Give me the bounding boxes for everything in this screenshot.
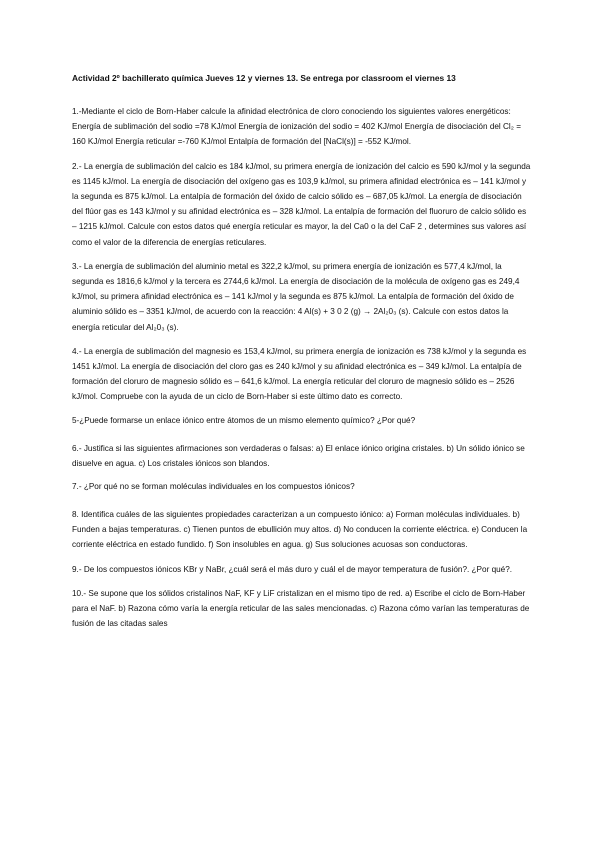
question-7: 7.- ¿Por qué no se forman moléculas individuales en los compuestos iónicos?	[72, 482, 355, 492]
question-2: 2.- La energía de sublimación del calcio es 184 kJ/mol, su primera energía de ionización del calcio es 590 kJ/mol y la segunda es 1145 kJ/mol. La energía de disociación del oxígeno gas es 103,9 kJ/mol, su primera afinidad electrónica es – 141 kJ/mol y la segunda es 875 kJ/mol. La entalpía de formación del óxido de calcio sólido es – 687,05 kJ/mol. La energía de disociación del flúor gas es 143 kJ/mol y su afinidad electrónica es – 328 kJ/mol. La entalpía de formación del fluoruro de calcio sólido es – 1215 kJ/mol. Calcule con estos datos qué energía reticular es mayor, la del Ca0 o la del CaF 2 , determines sus valores así como el valor de la diferencia de energías reticulares.	[72, 161, 531, 247]
question-8: 8. Identifica cuáles de las siguientes propiedades caracterizan a un compuesto iónico: a) Forman moléculas individuales. b) Funden a bajas temperaturas. c) Tienen puntos de ebullición muy altos. d) No conducen la corriente eléctrica. e) Conducen la corriente eléctrica en estado fundido. f) Son insolubles en agua. g) Sus soluciones acuosas son conductoras.	[72, 510, 528, 550]
question-3: 3.- La energía de sublimación del aluminio metal es 322,2 kJ/mol, su primera energía de ionización es 577,4 kJ/mol, la segunda es 1816,6 kJ/mol y la tercera es 2744,6 kJ/mol. La energía de disociación de la molécula de oxígeno gas es 249,4 kJ/mol, su primera afinidad electrónica es – 141 kJ/mol y la segunda es 875 kJ/mol. La entalpía de formación del óxido de aluminio sólido es – 3351 kJ/mol, de acuerdo con la reacción: 4 Al(s) + 3 0 2 (g) → 2Al₂0₃ (s). Calcule con estos datos la energía reticular del Al₂0₃ (s).	[72, 261, 520, 332]
question-1: 1.-Mediante el ciclo de Born-Haber calcule la afinidad electrónica de cloro conociendo los siguientes valores energéticos: Energía de sublimación del sodio =78 KJ/mol Energía de ionización del sodio = 402 KJ/mol Energía de disociación del Cl₂ = 160 KJ/mol Energía reticular =-760 KJ/mol Entalpía de formación del [NaCl(s)] = -552 KJ/mol.	[72, 107, 521, 147]
question-10: 10.- Se supone que los sólidos cristalinos NaF, KF y LiF cristalizan en el mismo tipo de red. a) Escribe el ciclo de Born-Haber para el NaF. b) Razona cómo varía la energía reticular de las sales mencionadas. c) Razona cómo varían las temperaturas de fusión de las citadas sales	[72, 588, 530, 629]
document-title: Actividad 2º bachillerato química Jueves 12 y viernes 13. Se entrega por classroom el viernes 13	[72, 73, 456, 83]
question-5: 5-¿Puede formarse un enlace iónico entre átomos de un mismo elemento químico? ¿Por qué?	[72, 415, 416, 425]
question-9: 9.- De los compuestos iónicos KBr y NaBr, ¿cuál será el más duro y cuál el de mayor temperatura de fusión?. ¿Por qué?.	[72, 564, 513, 574]
question-6: 6.- Justifica si las siguientes afirmaciones son verdaderas o falsas: a) El enlace iónico origina cristales. b) Un sólido iónico se disuelve en agua. c) Los cristales iónicos son blandos.	[72, 443, 525, 468]
question-4: 4.- La energía de sublimación del magnesio es 153,4 kJ/mol, su primera energía de ionización es 738 kJ/mol y la segunda es 1451 kJ/mol. La energía de disociación del cloro gas es 240 kJ/mol y su afinidad electrónica es – 349 kJ/mol. La entalpía de formación del cloruro de magnesio sólido es – 641,6 kJ/mol. La energía reticular del cloruro de magnesio sólido es – 2526 kJ/mol. Compruebe con la ayuda de un ciclo de Born-Haber si este último dato es correcto.	[72, 346, 527, 402]
document-page	[72, 72, 532, 640]
